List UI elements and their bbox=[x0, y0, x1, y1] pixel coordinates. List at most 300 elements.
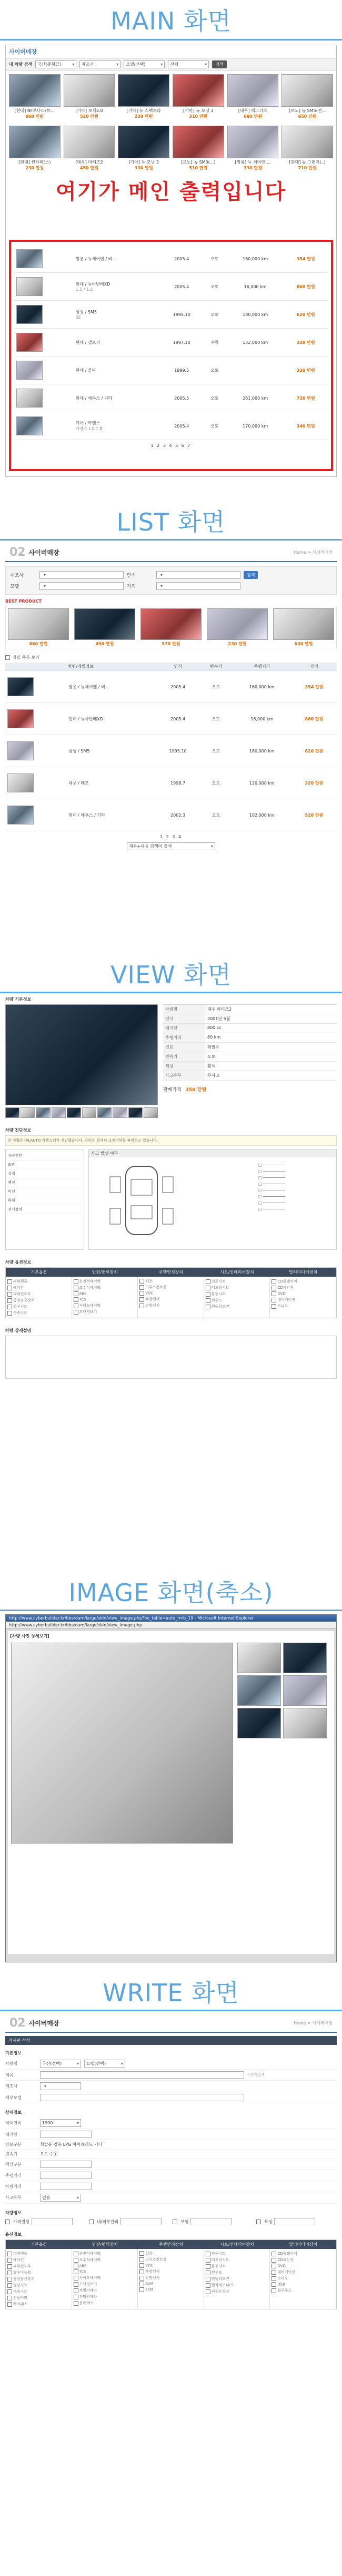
option-label: CD체인저 bbox=[277, 1286, 294, 1290]
option-item[interactable] bbox=[74, 1302, 136, 1309]
row-km: 160,000 km bbox=[227, 245, 284, 273]
option-checkbox[interactable] bbox=[139, 2263, 144, 2268]
option-checkbox[interactable] bbox=[139, 2251, 144, 2256]
photo-thumb[interactable] bbox=[144, 1107, 158, 1118]
option-item[interactable] bbox=[139, 1278, 202, 1284]
option-item[interactable] bbox=[7, 1285, 70, 1291]
image-thumb[interactable] bbox=[283, 1708, 327, 1738]
image-thumb[interactable] bbox=[283, 1643, 327, 1673]
featured-card[interactable] bbox=[64, 126, 115, 171]
option-checkbox[interactable] bbox=[7, 2277, 12, 2282]
option-item[interactable] bbox=[139, 2256, 202, 2263]
table-row[interactable] bbox=[14, 245, 328, 273]
row-photo[interactable] bbox=[16, 249, 43, 268]
photo-thumb[interactable] bbox=[82, 1107, 96, 1118]
info-key: 변속기 bbox=[163, 1052, 205, 1062]
option-item[interactable] bbox=[7, 1297, 70, 1304]
option-item[interactable] bbox=[139, 1296, 202, 1302]
featured-card[interactable] bbox=[227, 126, 279, 171]
featured-card[interactable] bbox=[118, 126, 169, 171]
row-name[interactable]: 현대 / 에쿠스 / 기타 bbox=[75, 395, 113, 401]
option-item[interactable] bbox=[7, 2251, 70, 2257]
option-item[interactable] bbox=[139, 1290, 202, 1296]
option-checkbox[interactable] bbox=[139, 1291, 144, 1296]
row-year: 1997.10 bbox=[160, 329, 203, 357]
write-option-grid bbox=[5, 2239, 337, 2309]
option-checkbox[interactable] bbox=[74, 2258, 78, 2263]
option-checkbox[interactable] bbox=[139, 2269, 144, 2274]
option-item[interactable] bbox=[271, 1303, 334, 1309]
write-section3: 차량정보 bbox=[5, 2211, 22, 2215]
option-checkbox[interactable] bbox=[7, 1279, 12, 1284]
contact-input[interactable] bbox=[274, 2218, 315, 2225]
photo-thumb[interactable] bbox=[52, 1107, 66, 1118]
option-checkbox[interactable] bbox=[206, 1305, 210, 1309]
option-checkbox[interactable] bbox=[74, 2264, 78, 2268]
option-item[interactable] bbox=[74, 1291, 136, 1297]
option-item[interactable] bbox=[271, 2269, 334, 2275]
image-thumb[interactable] bbox=[237, 1675, 281, 1706]
car-photo[interactable] bbox=[173, 74, 224, 107]
option-checkbox[interactable] bbox=[7, 2289, 12, 2294]
table-row[interactable] bbox=[5, 703, 337, 735]
option-label: ABS bbox=[79, 2264, 87, 2268]
option-checkbox[interactable] bbox=[271, 1291, 276, 1296]
photo-thumb[interactable] bbox=[21, 1107, 35, 1118]
option-checkbox[interactable] bbox=[74, 2295, 78, 2299]
option-checkbox[interactable] bbox=[74, 1310, 78, 1315]
option-item[interactable] bbox=[7, 2295, 70, 2301]
car-photo[interactable] bbox=[227, 74, 279, 107]
photo-thumb[interactable] bbox=[36, 1107, 50, 1118]
option-checkbox[interactable] bbox=[74, 2282, 78, 2287]
option-item[interactable] bbox=[74, 2263, 136, 2269]
option-checkbox[interactable] bbox=[139, 1297, 144, 1302]
detail-input[interactable] bbox=[40, 2131, 92, 2138]
browser-address[interactable]: http://www.cyberbuilder.kr/bbs/dam/large/skin/view_image.php bbox=[6, 1622, 336, 1629]
option-item[interactable] bbox=[206, 1285, 268, 1291]
best-photo[interactable] bbox=[8, 608, 69, 640]
option-item[interactable] bbox=[7, 2301, 70, 2307]
row-photo[interactable] bbox=[7, 709, 34, 728]
form-make-select[interactable]: 국산(선택) ▾ bbox=[40, 2060, 81, 2068]
row-name[interactable]: 쌍용 / 뉴체어맨 / 비... bbox=[66, 671, 156, 703]
option-label: 통풍시트 bbox=[211, 2264, 226, 2268]
option-checkbox[interactable] bbox=[206, 1298, 210, 1303]
featured-card[interactable] bbox=[64, 74, 115, 119]
option-checkbox[interactable] bbox=[206, 1292, 210, 1297]
detail-field-label: 최대연식 bbox=[5, 2121, 22, 2125]
featured-card[interactable] bbox=[227, 74, 279, 119]
option-item[interactable] bbox=[271, 2282, 334, 2287]
option-item[interactable] bbox=[74, 1297, 136, 1302]
option-item[interactable] bbox=[139, 2281, 202, 2287]
row-name-cell bbox=[74, 384, 161, 412]
option-item[interactable] bbox=[74, 1285, 136, 1291]
car-photo[interactable] bbox=[173, 126, 224, 158]
option-item[interactable] bbox=[74, 2300, 136, 2306]
row-photo[interactable] bbox=[7, 677, 34, 696]
model-select[interactable]: 모델(선택) ▾ bbox=[124, 60, 165, 68]
option-checkbox[interactable] bbox=[139, 2257, 144, 2262]
option-checkbox[interactable] bbox=[74, 1297, 78, 1302]
make-select-2[interactable] bbox=[40, 2082, 81, 2090]
table-row[interactable] bbox=[5, 735, 337, 767]
option-checkbox[interactable] bbox=[271, 2282, 276, 2287]
photo-thumb[interactable] bbox=[67, 1107, 81, 1118]
featured-card[interactable] bbox=[281, 74, 333, 119]
option-item[interactable] bbox=[271, 1285, 334, 1291]
option-checkbox[interactable] bbox=[74, 1279, 78, 1284]
image-thumb[interactable] bbox=[237, 1643, 281, 1673]
option-checkbox[interactable] bbox=[271, 2252, 276, 2256]
row-photo[interactable] bbox=[7, 741, 34, 760]
image-thumb[interactable] bbox=[283, 1675, 327, 1706]
featured-card[interactable] bbox=[9, 126, 61, 171]
list-price-select[interactable] bbox=[156, 582, 240, 590]
option-label: 파워윈도우 bbox=[13, 2264, 31, 2268]
category-select[interactable]: 국산(중형급) ▾ bbox=[35, 60, 76, 68]
option-item[interactable] bbox=[206, 2263, 268, 2269]
form-model-select[interactable]: 모델(선택) ▾ bbox=[84, 2060, 125, 2068]
option-checkbox[interactable] bbox=[74, 1291, 78, 1296]
option-item[interactable] bbox=[7, 2263, 70, 2269]
contact-checkbox[interactable] bbox=[89, 2219, 94, 2224]
best-card[interactable] bbox=[207, 608, 268, 647]
option-label: 후방센서 bbox=[145, 1297, 160, 1301]
option-item[interactable] bbox=[74, 2281, 136, 2287]
option-select[interactable]: 전체 ▾ bbox=[168, 60, 209, 68]
row-name[interactable]: 쌍용 / 뉴체어맨 / 비... bbox=[75, 256, 116, 261]
option-checkbox[interactable] bbox=[74, 1304, 78, 1308]
option-checkbox[interactable] bbox=[139, 2287, 144, 2292]
car-photo[interactable] bbox=[118, 126, 169, 158]
option-checkbox[interactable] bbox=[7, 1298, 12, 1303]
option-item[interactable] bbox=[74, 2257, 136, 2263]
table-row[interactable] bbox=[14, 329, 328, 357]
row-photo[interactable] bbox=[7, 773, 34, 792]
option-item[interactable] bbox=[206, 2282, 268, 2288]
option-item[interactable] bbox=[271, 2257, 334, 2263]
option-item[interactable] bbox=[74, 2294, 136, 2300]
car-photo[interactable] bbox=[9, 74, 61, 107]
option-checkbox[interactable] bbox=[271, 1304, 276, 1309]
main-car-photo[interactable] bbox=[5, 1004, 158, 1105]
featured-card[interactable] bbox=[9, 74, 61, 119]
image-thumb[interactable] bbox=[237, 1708, 281, 1738]
option-item[interactable] bbox=[271, 1297, 334, 1303]
option-item[interactable] bbox=[74, 1309, 136, 1315]
option-item[interactable] bbox=[271, 2287, 334, 2294]
car-photo[interactable] bbox=[281, 126, 333, 158]
contact-checkbox[interactable] bbox=[173, 2219, 177, 2224]
contact-input[interactable] bbox=[190, 2218, 232, 2225]
form-row-make bbox=[5, 2081, 337, 2092]
option-checkbox[interactable] bbox=[7, 1305, 12, 1309]
option-item[interactable] bbox=[139, 2263, 202, 2268]
table-row[interactable] bbox=[14, 301, 328, 329]
option-item[interactable] bbox=[206, 2288, 268, 2295]
list-header bbox=[5, 544, 337, 562]
featured-card[interactable] bbox=[118, 74, 169, 119]
option-item[interactable] bbox=[7, 1291, 70, 1297]
option-checkbox[interactable] bbox=[7, 1292, 12, 1297]
accident-select[interactable]: 없음 ▾ bbox=[40, 2194, 81, 2202]
option-item[interactable] bbox=[139, 2268, 202, 2275]
option-item[interactable] bbox=[139, 2251, 202, 2256]
row-photo[interactable] bbox=[16, 277, 43, 296]
option-checkbox[interactable] bbox=[271, 1286, 276, 1290]
row-name[interactable]: 현대 / 뉴아반떼XD bbox=[75, 282, 110, 287]
option-checkbox[interactable] bbox=[7, 2296, 12, 2300]
option-item[interactable] bbox=[7, 2282, 70, 2288]
diag-item: 전기장치 bbox=[8, 1205, 82, 1214]
option-checkbox[interactable] bbox=[271, 2258, 276, 2263]
option-item[interactable] bbox=[206, 1297, 268, 1304]
option-checkbox[interactable] bbox=[271, 2270, 276, 2275]
best-card[interactable] bbox=[8, 608, 69, 647]
row-photo[interactable] bbox=[7, 806, 34, 824]
option-checkbox[interactable] bbox=[271, 2276, 276, 2281]
column-header[interactable]: 연식 bbox=[156, 663, 199, 671]
row-price: 354 만원 bbox=[284, 245, 328, 273]
option-checkbox[interactable] bbox=[7, 1311, 12, 1316]
row-fuel: 오토 bbox=[199, 703, 232, 735]
option-item[interactable] bbox=[139, 2275, 202, 2281]
option-checkbox[interactable] bbox=[206, 2258, 210, 2263]
row-name[interactable]: 현대 / 뉴아반떼XD bbox=[66, 703, 156, 735]
list-make-select[interactable] bbox=[39, 571, 124, 579]
option-item[interactable] bbox=[271, 2251, 334, 2257]
row-name[interactable]: 삼성 / SM5 bbox=[75, 310, 97, 314]
option-checkbox[interactable] bbox=[7, 2264, 12, 2269]
option-checkbox[interactable] bbox=[206, 2283, 210, 2288]
option-item[interactable] bbox=[206, 1291, 268, 1297]
option-checkbox[interactable] bbox=[139, 2276, 144, 2280]
car-photo[interactable] bbox=[64, 126, 115, 158]
photo-thumb[interactable] bbox=[97, 1107, 112, 1118]
column-header[interactable]: 변속기 bbox=[199, 663, 232, 671]
option-checkbox[interactable] bbox=[74, 2252, 78, 2256]
option-item[interactable] bbox=[7, 2257, 70, 2263]
detail-input[interactable] bbox=[40, 2161, 92, 2168]
table-row[interactable] bbox=[14, 273, 328, 301]
breadcrumb: Home > 사이버매장 bbox=[293, 2021, 333, 2025]
photo-thumb[interactable] bbox=[5, 1107, 19, 1118]
car-photo[interactable] bbox=[227, 126, 279, 158]
main-pager[interactable]: 1 2 3 4 5 6 7 bbox=[150, 443, 192, 448]
table-row[interactable] bbox=[5, 799, 337, 831]
row-photo[interactable] bbox=[16, 305, 43, 324]
option-item[interactable] bbox=[206, 2269, 268, 2276]
option-item[interactable] bbox=[74, 2251, 136, 2257]
option-item[interactable] bbox=[271, 2263, 334, 2269]
info-value: 80 km bbox=[205, 1033, 337, 1043]
column-header[interactable]: 차량/개별정보 bbox=[5, 663, 156, 671]
option-checkbox[interactable] bbox=[139, 1304, 144, 1308]
option-item[interactable] bbox=[206, 1278, 268, 1285]
car-photo[interactable] bbox=[281, 74, 333, 107]
photo-thumb[interactable] bbox=[128, 1107, 143, 1118]
detail-input[interactable] bbox=[40, 2094, 244, 2101]
option-item[interactable] bbox=[206, 2257, 268, 2263]
car-photo[interactable] bbox=[9, 126, 61, 158]
option-checkbox[interactable] bbox=[7, 2283, 12, 2288]
row-name[interactable]: 삼성 / SM5 bbox=[66, 735, 156, 767]
table-row[interactable] bbox=[5, 767, 337, 799]
row-year: 2002.3 bbox=[156, 799, 199, 831]
row-photo[interactable] bbox=[16, 333, 43, 352]
list-search-field[interactable]: 제목+내용 검색어 검색 ▾ bbox=[127, 842, 215, 850]
row-year: 2005.4 bbox=[160, 245, 203, 273]
option-label: 전방센서 bbox=[145, 2276, 160, 2280]
contact-checkbox[interactable] bbox=[5, 2219, 10, 2224]
row-name[interactable]: 현대 / 에쿠스 / 기타 bbox=[66, 799, 156, 831]
best-photo[interactable] bbox=[140, 608, 202, 640]
photo-thumb[interactable] bbox=[113, 1107, 127, 1118]
row-price: 860 만원 bbox=[291, 703, 337, 735]
contact-input[interactable] bbox=[120, 2218, 162, 2225]
option-checkbox[interactable] bbox=[271, 1298, 276, 1302]
option-item[interactable] bbox=[7, 1278, 70, 1285]
option-checkbox[interactable] bbox=[206, 2277, 210, 2282]
option-item[interactable] bbox=[7, 2288, 70, 2295]
option-item[interactable] bbox=[271, 2275, 334, 2282]
list-search-button[interactable]: 검색 bbox=[244, 571, 258, 579]
detail-input[interactable] bbox=[40, 2172, 92, 2179]
option-item[interactable] bbox=[7, 2276, 70, 2282]
option-checkbox[interactable] bbox=[206, 2270, 210, 2275]
option-header: 기본옵션 bbox=[6, 2240, 72, 2249]
option-checkbox[interactable] bbox=[271, 1279, 276, 1284]
option-item[interactable] bbox=[74, 1278, 136, 1285]
diag-notice: 본 차량은 ㈜LAUTO 카센스터가 진단했습니다. 진단은 상세히 교체여부를 파악하고 있습니다. bbox=[5, 1135, 337, 1146]
option-label: 전동시트 bbox=[211, 2252, 226, 2256]
option-checkbox[interactable] bbox=[74, 2276, 78, 2280]
table-row[interactable] bbox=[5, 671, 337, 703]
image-browser-window bbox=[5, 1614, 337, 1962]
option-checkbox[interactable] bbox=[139, 1285, 144, 1290]
row-photo[interactable] bbox=[16, 361, 43, 380]
table-row[interactable] bbox=[14, 357, 328, 384]
best-card[interactable] bbox=[140, 608, 202, 647]
row-year: 2005.5 bbox=[160, 384, 203, 412]
year-select[interactable]: 1990 ▾ bbox=[40, 2119, 81, 2127]
option-checkbox[interactable] bbox=[271, 2264, 276, 2268]
fuel-options[interactable]: 휘발유 경유 LPG 하이브리드 기타 bbox=[40, 2142, 103, 2147]
sort-checkbox[interactable] bbox=[5, 655, 10, 660]
column-header[interactable]: 가격 bbox=[291, 663, 337, 671]
list-model-select[interactable] bbox=[39, 582, 124, 590]
make-select[interactable]: 제조사 ▾ bbox=[79, 60, 120, 68]
row-name[interactable]: 기아 / 카렌스 bbox=[75, 421, 100, 425]
search-button[interactable]: 검색 bbox=[212, 60, 226, 68]
contact-input[interactable] bbox=[32, 2218, 73, 2225]
best-card[interactable] bbox=[74, 608, 135, 647]
option-item[interactable] bbox=[271, 1291, 334, 1297]
option-checkbox[interactable] bbox=[74, 2269, 78, 2274]
option-checkbox[interactable] bbox=[139, 2282, 144, 2286]
option-item[interactable] bbox=[139, 2287, 202, 2293]
card-caption: [르노] 뉴 SM3(...) bbox=[181, 160, 216, 165]
featured-card[interactable] bbox=[173, 126, 224, 171]
featured-card[interactable] bbox=[173, 74, 224, 119]
featured-cards-row1 bbox=[6, 71, 336, 123]
option-checkbox[interactable] bbox=[139, 1279, 144, 1284]
option-item[interactable] bbox=[7, 2269, 70, 2276]
row-km: 180,000 km bbox=[233, 735, 291, 767]
option-item[interactable] bbox=[271, 1278, 334, 1285]
option-item[interactable] bbox=[74, 2287, 136, 2294]
option-item[interactable] bbox=[139, 1284, 202, 1290]
row-name[interactable]: 대우 / 레조 bbox=[66, 767, 156, 799]
title-input[interactable] bbox=[40, 2071, 244, 2079]
option-header: 멀티미디어장치 bbox=[270, 1268, 336, 1277]
option-checkbox[interactable] bbox=[206, 2264, 210, 2269]
option-checkbox[interactable] bbox=[74, 2301, 78, 2306]
option-item[interactable] bbox=[74, 2275, 136, 2281]
option-checkbox[interactable] bbox=[206, 1286, 210, 1290]
list-year-select[interactable] bbox=[156, 571, 240, 579]
detail-row bbox=[5, 2140, 337, 2150]
detail-input[interactable] bbox=[40, 2183, 92, 2190]
option-checkbox[interactable] bbox=[7, 1286, 12, 1290]
row-fuel: 오토 bbox=[199, 767, 232, 799]
card-price: 520 만원 bbox=[80, 114, 98, 119]
option-item[interactable] bbox=[206, 2251, 268, 2257]
option-checkbox[interactable] bbox=[74, 2288, 78, 2293]
row-photo[interactable] bbox=[16, 389, 43, 408]
option-checkbox[interactable] bbox=[7, 2252, 12, 2256]
option-checkbox[interactable] bbox=[206, 1279, 210, 1284]
table-row[interactable] bbox=[14, 384, 328, 412]
card-price: 650 만원 bbox=[298, 114, 317, 119]
option-item[interactable] bbox=[7, 1304, 70, 1310]
contact-fields bbox=[5, 2218, 337, 2225]
option-item[interactable] bbox=[7, 1310, 70, 1316]
row-name[interactable]: 현대 / 갤로퍼 bbox=[75, 340, 100, 345]
gear-options[interactable]: 오토 수동 bbox=[40, 2152, 58, 2156]
column-header[interactable]: 주행거리 bbox=[233, 663, 291, 671]
option-item[interactable] bbox=[74, 2269, 136, 2275]
option-checkbox[interactable] bbox=[7, 2258, 12, 2263]
featured-card[interactable] bbox=[281, 126, 333, 171]
row-photo[interactable] bbox=[16, 416, 43, 435]
option-checkbox[interactable] bbox=[7, 2302, 12, 2307]
best-photo[interactable] bbox=[207, 608, 268, 640]
option-checkbox[interactable] bbox=[271, 2288, 276, 2293]
option-item[interactable] bbox=[206, 1304, 268, 1310]
option-item[interactable] bbox=[206, 2276, 268, 2282]
best-photo[interactable] bbox=[273, 608, 334, 640]
car-photo[interactable] bbox=[118, 74, 169, 107]
option-checkbox[interactable] bbox=[74, 1286, 78, 1290]
car-photo[interactable] bbox=[64, 74, 115, 107]
row-name[interactable]: 현대 / 클릭 bbox=[75, 368, 96, 373]
option-item[interactable] bbox=[139, 1302, 202, 1309]
best-card[interactable] bbox=[273, 608, 334, 647]
option-column bbox=[6, 1277, 72, 1318]
option-checkbox[interactable] bbox=[206, 2289, 210, 2294]
option-checkbox[interactable] bbox=[7, 2270, 12, 2275]
list-pager[interactable]: 1 2 3 4 bbox=[160, 834, 182, 839]
table-row[interactable] bbox=[14, 412, 328, 440]
best-photo[interactable] bbox=[74, 608, 135, 640]
contact-checkbox[interactable] bbox=[256, 2219, 261, 2224]
detail-row bbox=[5, 2181, 337, 2192]
view-section2-title: 차량 진단정보 bbox=[5, 1128, 32, 1133]
option-checkbox[interactable] bbox=[206, 2252, 210, 2256]
